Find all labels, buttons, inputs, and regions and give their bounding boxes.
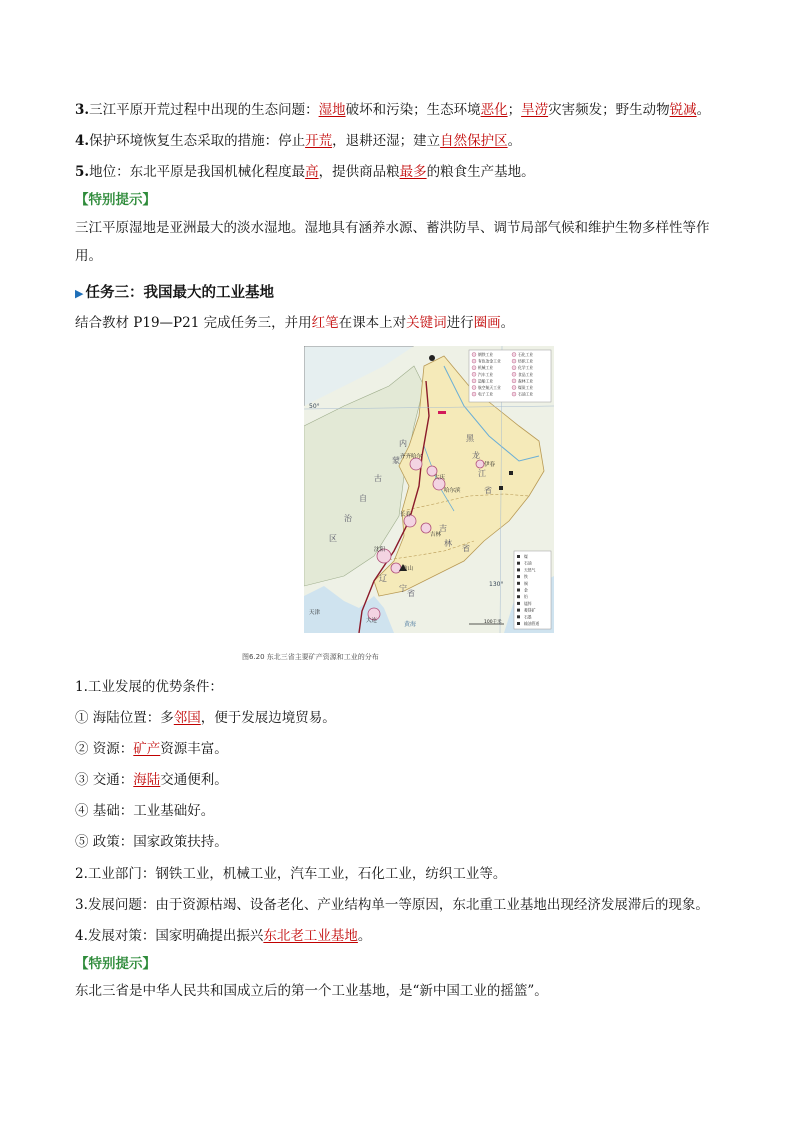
lon130-label: 130°	[489, 581, 504, 588]
legend-industry-label: 煤炭工业	[518, 385, 534, 390]
legend-mineral-label: 石墨	[524, 614, 532, 620]
condition-foundation: ④ 基础：工业基础好。	[75, 803, 215, 819]
legend-mineral-icon	[517, 568, 520, 571]
legend-mineral-icon	[517, 582, 520, 585]
legend-mineral-icon	[517, 615, 520, 618]
legend-mineral-label: 输油管道	[524, 621, 540, 626]
label-jiang: 江	[478, 469, 486, 478]
legend-mineral-icon	[517, 575, 520, 578]
label-sheng-ln: 省	[407, 589, 415, 598]
city-label-anshan: 鞍山	[402, 566, 414, 572]
legend-mineral-label: 铅	[524, 594, 528, 600]
item-5-status: 5.地位：东北平原是我国机械化程度最高，提供商品粮最多的粮食生产基地。	[75, 164, 535, 180]
label-hei: 黑	[466, 434, 474, 443]
legend-industry-icon	[512, 379, 516, 383]
legend-industry-label: 航空航天工业	[478, 385, 501, 390]
special-tip-label-2: 【特别提示】	[75, 956, 156, 972]
item-4-protection-measures: 4.保护环境恢复生态采取的措施：停止开荒，退耕还湿；建立自然保护区。	[75, 133, 522, 149]
legend-mineral-icon	[517, 602, 520, 605]
legend-mineral-icon	[517, 562, 520, 565]
label-qu: 区	[329, 534, 337, 543]
legend-industry-icon	[472, 386, 476, 390]
legend-minerals	[514, 551, 551, 629]
map-caption: 图6.20 东北三省主要矿产资源和工业的分布	[242, 653, 379, 661]
label-meng: 蒙	[392, 456, 400, 465]
copper-symbol	[438, 411, 446, 414]
city-label-tianjin: 天津	[309, 610, 321, 616]
city-label-jilin: 吉林	[430, 532, 442, 538]
label-jilin-province: 吉	[439, 524, 447, 533]
gold-symbol	[429, 355, 435, 361]
condition-location: ① 海陆位置：多邻国，便于发展边境贸易。	[75, 710, 336, 726]
label-ning: 宁	[399, 584, 407, 593]
legend-mineral-label: 天然气	[524, 567, 536, 573]
city-label-dalian: 大连	[366, 618, 378, 624]
coal-symbol-1	[499, 486, 503, 490]
task3-heading: ▶ 任务三：我国最大的工业基地	[75, 285, 274, 301]
city-label-shenyang: 沈阳	[374, 547, 386, 553]
legend-industry-icon	[472, 392, 476, 396]
label-zhi: 治	[344, 514, 352, 523]
legend-industry-label: 纺织工业	[518, 358, 534, 364]
condition-policy: ⑤ 政策：国家政策扶持。	[75, 834, 228, 850]
condition-resources: ② 资源：矿产资源丰富。	[75, 741, 228, 757]
legend-mineral-label: 石油	[524, 560, 532, 566]
legend-mineral-icon	[517, 589, 520, 592]
legend-mineral-label: 煤	[524, 554, 528, 559]
legend-mineral-label: 铜	[524, 580, 528, 586]
legend-mineral-icon	[517, 609, 520, 612]
label-zi: 自	[359, 494, 367, 503]
label-gu: 古	[374, 474, 382, 483]
item-3-ecology-problems: 3.三江平原开荒过程中出现的生态问题：湿地破坏和污染；生态环境恶化；旱涝灾害频发；野生动物锐减。	[75, 102, 711, 118]
label-lin: 林	[444, 539, 452, 548]
sea-label-huanghai: 黄海	[404, 621, 417, 628]
city-label-daqing: 大庆	[434, 475, 446, 481]
marker-yichun	[476, 460, 484, 468]
legend-industry-label: 造船工业	[478, 378, 494, 384]
legend-industry-icon	[472, 366, 476, 370]
city-label-haerbin: 哈尔滨	[444, 488, 461, 494]
marker-anshan	[391, 563, 401, 573]
label-liao: 辽	[379, 574, 387, 583]
special-tip-label-1: 【特别提示】	[75, 192, 156, 208]
city-label-changchun: 长春	[400, 512, 412, 518]
legend-industry-label: 化学工业	[518, 365, 534, 371]
legend-mineral-label: 锰锌	[524, 600, 532, 606]
legend-industry-label: 机械工业	[478, 365, 494, 371]
legend-industry-icon	[512, 386, 516, 390]
s2-item-2: 2.工业部门：钢铁工业，机械工业，汽车工业，石化工业，纺织工业等。	[75, 866, 507, 882]
city-label-qiqihaer: 齐齐哈尔	[400, 454, 423, 460]
legend-industry-label: 食品工业	[518, 371, 534, 377]
northeast-map-figure	[304, 346, 554, 633]
triangle-marker-icon: ▶	[75, 287, 84, 300]
label-sheng-hlj: 省	[484, 486, 492, 495]
legend-mineral-icon	[517, 622, 520, 625]
legend-industry-label: 石化工业	[518, 352, 534, 357]
lat50-label: 50°	[309, 403, 320, 410]
legend-industry-icon	[472, 372, 476, 376]
legend-industry-label: 有色冶金工业	[478, 358, 501, 364]
special-tip-text-2: 东北三省是中华人民共和国成立后的第一个工业基地，是“新中国工业的摇篮”。	[75, 983, 548, 999]
s2-item-3: 3.发展问题：由于资源枯竭、设备老化、产业结构单一等原因，东北重工业基地出现经济发展滞后的现象。	[75, 897, 709, 913]
coal-symbol-2	[509, 471, 513, 475]
city-label-yichun: 伊春	[484, 462, 496, 468]
legend-industry-icon	[512, 372, 516, 376]
legend-industry-icon	[472, 359, 476, 363]
legend-mineral-label: 菱镁矿	[524, 607, 536, 613]
legend-industry-label: 石油工业	[518, 391, 534, 397]
legend-industry-icon	[512, 392, 516, 396]
legend-industry-icon	[512, 366, 516, 370]
special-tip-text-1: 三江平原湿地是亚洲最大的淡水湿地。湿地具有涵养水源、蓄洪防旱、调节局部气候和维护生物多样性等作用。	[75, 220, 710, 264]
legend-mineral-icon	[517, 595, 520, 598]
label-long: 龙	[472, 451, 480, 460]
legend-industries	[469, 350, 551, 402]
legend-industry-icon	[472, 379, 476, 383]
task3-intro: 结合教材 P19—P21 完成任务三，并用红笔在课本上对关键词进行圈画。	[75, 315, 515, 331]
legend-industry-label: 汽车工业	[478, 371, 494, 377]
s2-item-4: 4.发展对策：国家明确提出振兴东北老工业基地。	[75, 928, 372, 944]
legend-mineral-label: 铁	[524, 574, 528, 580]
northeast-map	[304, 346, 554, 633]
legend-industry-label: 钢铁工业	[478, 352, 494, 357]
scale-label: 100千米	[484, 620, 502, 625]
legend-mineral-label: 金	[524, 587, 528, 593]
legend-mineral-icon	[517, 555, 520, 558]
label-sheng-jl: 省	[462, 544, 470, 553]
legend-industry-label: 电子工业	[478, 391, 494, 397]
condition-transport: ③ 交通：海陆交通便利。	[75, 772, 228, 788]
legend-industry-icon	[512, 359, 516, 363]
label-nei: 内	[399, 439, 407, 448]
legend-industry-icon	[512, 353, 516, 357]
legend-industry-icon	[472, 353, 476, 357]
s2-item-1: 1.工业发展的优势条件：	[75, 679, 223, 695]
legend-industry-label: 森林工业	[518, 378, 534, 384]
